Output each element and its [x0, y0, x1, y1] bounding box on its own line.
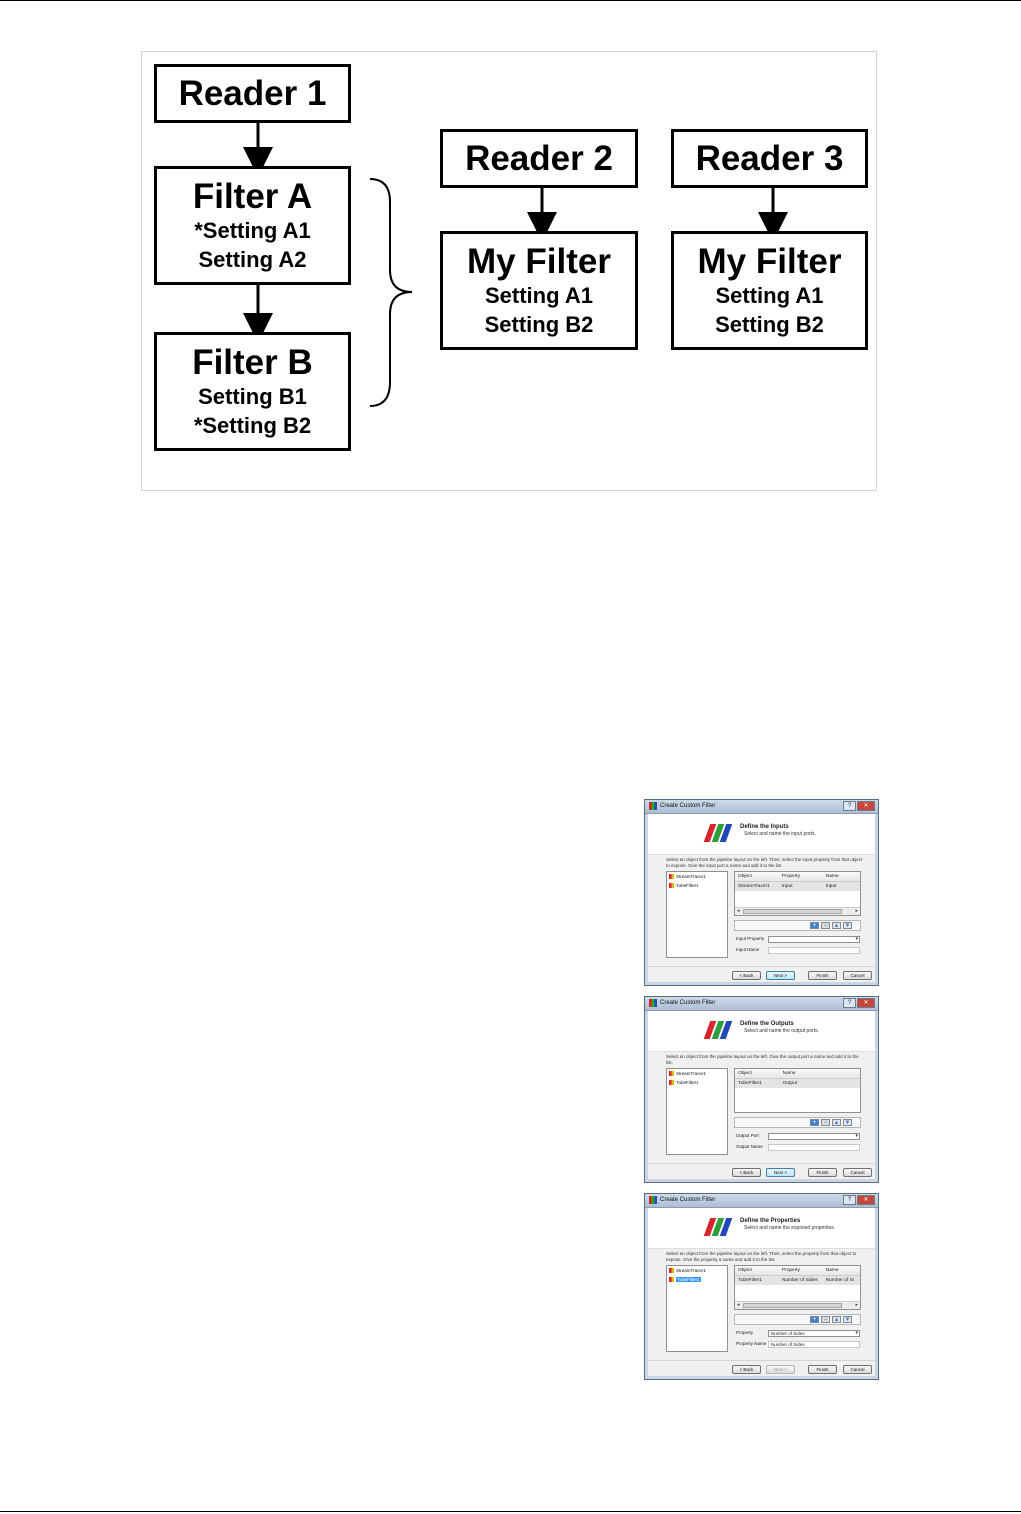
- dialog-window-title: Create Custom Filter: [660, 1197, 716, 1203]
- input-ports-table: [734, 871, 861, 916]
- column-header[interactable]: Property: [781, 1268, 801, 1273]
- column-header[interactable]: Property: [781, 874, 801, 879]
- remove-icon[interactable]: −: [821, 922, 830, 929]
- tree-item-selected[interactable]: TubeFilter1: [667, 1275, 727, 1284]
- wizard-header: [648, 1208, 875, 1249]
- add-icon[interactable]: +: [810, 1119, 819, 1126]
- wizard-instructions: Select an object from the pipeline layout on the left. Then, select the property from that object to expose. Give the property a name and add it to the list.: [666, 1251, 857, 1262]
- filter-icon: [669, 1080, 674, 1085]
- dialog-define-outputs: [644, 996, 879, 1183]
- wizard-buttons: [648, 1163, 875, 1179]
- move-up-icon[interactable]: ▲: [833, 1120, 840, 1126]
- input-property-combo[interactable]: [768, 936, 860, 943]
- field1-label: Output Port: [736, 1133, 760, 1138]
- dialog-titlebar[interactable]: [645, 1194, 878, 1208]
- wizard-page-title: Define the Outputs: [740, 1021, 794, 1027]
- table-row[interactable]: StreamTracer1 Input Input: [735, 882, 860, 891]
- output-name-field[interactable]: [768, 1144, 860, 1151]
- field1-label: Property: [736, 1330, 754, 1335]
- filterB-title: Filter B: [192, 342, 313, 382]
- myfilter3-box: [671, 231, 868, 350]
- filterB-setting2: *Setting B2: [193, 412, 312, 438]
- wizard-page-title: Define the Inputs: [740, 824, 789, 830]
- add-icon[interactable]: +: [810, 1316, 819, 1323]
- back-button[interactable]: < Back: [732, 971, 761, 980]
- field2-label: Output Name: [736, 1144, 763, 1149]
- paraview-logo-icon: [705, 1218, 733, 1236]
- column-header[interactable]: Name: [825, 874, 839, 879]
- wizard-header: [648, 1011, 875, 1052]
- tree-item[interactable]: TubeFilter1: [667, 881, 727, 890]
- dialog-window-title: Create Custom Filter: [660, 1000, 716, 1006]
- myfilter3-title: My Filter: [697, 241, 842, 281]
- paraview-icon: [649, 1196, 657, 1204]
- dialog-define-properties: [644, 1193, 879, 1380]
- column-header[interactable]: Name: [825, 1268, 839, 1273]
- reader1-box: [154, 64, 351, 123]
- filterB-setting1: Setting B1: [198, 383, 307, 409]
- pipeline-tree: [666, 1265, 728, 1352]
- grouping-brace: [370, 179, 412, 406]
- move-down-icon[interactable]: ▼: [844, 923, 851, 929]
- filterA-box: [154, 166, 351, 285]
- next-button[interactable]: Next >: [766, 1168, 795, 1177]
- tree-item[interactable]: StreamTracer1: [667, 872, 727, 881]
- filterA-setting1: *Setting A1: [194, 217, 311, 243]
- close-icon[interactable]: ✕: [857, 1195, 875, 1205]
- wizard-page-subtitle: Select and name the output ports.: [744, 1028, 820, 1034]
- list-controls: [734, 1117, 861, 1128]
- dialog-define-inputs: [644, 799, 879, 986]
- tree-item[interactable]: StreamTracer1: [667, 1266, 727, 1275]
- horizontal-scrollbar[interactable]: ◂ ▸: [737, 908, 858, 914]
- field2-label: Input Name: [736, 947, 760, 952]
- myfilter3-setting2: Setting B2: [715, 311, 824, 337]
- paraview-icon: [649, 802, 657, 810]
- output-ports-table: [734, 1068, 861, 1113]
- wizard-buttons: [648, 966, 875, 982]
- reader1-label: Reader 1: [178, 73, 327, 113]
- myfilter2-title: My Filter: [467, 241, 611, 281]
- column-header[interactable]: Object: [738, 1071, 752, 1076]
- filter-icon: [669, 1071, 674, 1076]
- reader2-box: [440, 129, 638, 188]
- custom-filter-diagram: [141, 51, 877, 491]
- help-icon[interactable]: ?: [843, 1195, 856, 1205]
- table-row[interactable]: TubeFilter1 Output: [735, 1079, 860, 1088]
- finish-button[interactable]: Finish: [808, 1168, 837, 1177]
- table-header: [735, 1069, 860, 1079]
- myfilter2-setting1: Setting A1: [485, 282, 593, 308]
- filterB-box: [154, 332, 351, 451]
- move-down-icon[interactable]: ▼: [844, 1317, 851, 1323]
- filter-icon: [669, 1277, 674, 1282]
- chevron-down-icon: ▾: [855, 936, 858, 942]
- tree-item[interactable]: StreamTracer1: [667, 1069, 727, 1078]
- paraview-logo-icon: [705, 824, 733, 842]
- next-button[interactable]: Next >: [766, 971, 795, 980]
- top-rule: [0, 0, 1021, 1]
- myfilter2-box: [440, 231, 638, 350]
- paraview-logo-icon: [705, 1021, 733, 1039]
- column-header[interactable]: Object: [738, 874, 752, 879]
- myfilter2-setting2: Setting B2: [484, 311, 594, 337]
- property-name-field[interactable]: Number of Sides: [768, 1341, 860, 1348]
- add-icon[interactable]: +: [810, 922, 819, 929]
- filter-icon: [669, 874, 674, 879]
- bottom-rule: [0, 1511, 1021, 1512]
- list-controls: [734, 1314, 861, 1325]
- horizontal-scrollbar[interactable]: ◂ ▸: [737, 1302, 858, 1308]
- move-down-icon[interactable]: ▼: [844, 1120, 851, 1126]
- dialog-titlebar[interactable]: [645, 997, 878, 1011]
- pipeline-tree: [666, 871, 728, 958]
- tree-item[interactable]: TubeFilter1: [667, 1078, 727, 1087]
- column-header[interactable]: Object: [738, 1268, 752, 1273]
- input-name-field[interactable]: [768, 947, 860, 954]
- finish-button[interactable]: Finish: [808, 971, 837, 980]
- chevron-down-icon: ▾: [855, 1330, 858, 1336]
- filter-icon: [669, 1268, 674, 1273]
- wizard-header: [648, 814, 875, 855]
- table-row[interactable]: TubeFilter1 Number of Sides Number of Si: [735, 1276, 860, 1285]
- list-controls: [734, 920, 861, 931]
- cancel-button[interactable]: Cancel: [843, 1168, 872, 1177]
- cancel-button[interactable]: Cancel: [843, 1365, 872, 1374]
- chevron-down-icon: ▾: [855, 1133, 858, 1139]
- properties-table: [734, 1265, 861, 1310]
- move-up-icon[interactable]: ▲: [833, 1317, 840, 1323]
- back-button[interactable]: < Back: [732, 1365, 761, 1374]
- property-combo[interactable]: Number of Sides ▾: [768, 1330, 860, 1337]
- table-header: [735, 1266, 860, 1276]
- help-icon[interactable]: ?: [843, 998, 856, 1008]
- close-icon[interactable]: ✕: [857, 801, 875, 811]
- finish-button[interactable]: Finish: [808, 1365, 837, 1374]
- column-header[interactable]: Name: [782, 1071, 796, 1076]
- filterA-setting2: Setting A2: [198, 246, 307, 272]
- remove-icon[interactable]: −: [821, 1119, 830, 1126]
- paraview-icon: [649, 999, 657, 1007]
- dialog-window-title: Create Custom Filter: [660, 803, 716, 809]
- move-up-icon[interactable]: ▲: [833, 923, 840, 929]
- wizard-buttons: [648, 1360, 875, 1376]
- reader3-box: [671, 129, 868, 188]
- wizard-page-title: Define the Properties: [740, 1218, 801, 1224]
- dialog-titlebar[interactable]: [645, 800, 878, 814]
- help-icon[interactable]: ?: [843, 801, 856, 811]
- output-port-combo[interactable]: [768, 1133, 860, 1140]
- myfilter3-setting1: Setting A1: [715, 282, 824, 308]
- close-icon[interactable]: ✕: [857, 998, 875, 1008]
- table-header: [735, 872, 860, 882]
- remove-icon[interactable]: −: [821, 1316, 830, 1323]
- reader3-label: Reader 3: [695, 138, 844, 178]
- wizard-instructions: Select an object from the pipeline layout on the left. Then, select the input property from that object to expose. Give the input port a name and add it to the list.: [666, 857, 863, 868]
- wizard-page-subtitle: Select and name the input ports.: [744, 831, 816, 837]
- wizard-instructions: Select an object from the pipeline layout on the left. Give the output port a name and add it to the list.: [666, 1054, 859, 1065]
- reader2-label: Reader 2: [465, 138, 613, 178]
- field1-label: Input Property: [736, 936, 765, 941]
- field2-label: Property Name: [736, 1341, 767, 1346]
- filterA-title: Filter A: [192, 176, 313, 216]
- back-button[interactable]: < Back: [732, 1168, 761, 1177]
- filter-icon: [669, 883, 674, 888]
- next-button[interactable]: Next >: [766, 1365, 795, 1374]
- wizard-page-subtitle: Select and name the exposed properties.: [744, 1225, 836, 1231]
- pipeline-tree: [666, 1068, 728, 1155]
- cancel-button[interactable]: Cancel: [843, 971, 872, 980]
